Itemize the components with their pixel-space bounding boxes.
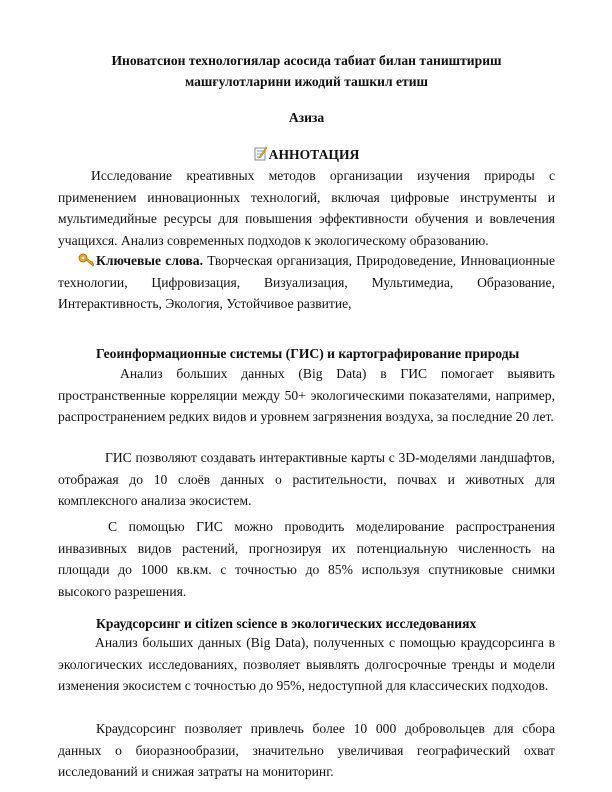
section1-paragraph-2: ГИС позволяют создавать интерактивные карты с 3D-моделями ландшафтов, отображая до 10 слоёв данных о растительности, почвах и животных для комплексного анализа экосистем. bbox=[58, 450, 555, 508]
keywords-paragraph bbox=[58, 250, 555, 315]
keywords-label: Ключевые слова. bbox=[96, 253, 203, 268]
section2-heading: Краудсорсинг и citizen science в экологических исследованиях bbox=[96, 616, 477, 631]
section2-paragraph-1: Анализ больших данных (Big Data), полученных с помощью краудсорсинга в экологических исследованиях, позволяет выявлять долгосрочные тренды и модели изменения экосистем с точностью до 95%, недоступной для классических подходов. bbox=[58, 635, 555, 693]
document-title: Иноватсион технологиялар асосида табиат билан таништириш машғулотларини ижодий ташкил етиш bbox=[111, 53, 502, 89]
annotation-text: Исследование креативных методов организации изучения природы с применением инновационных технологий, включая цифровые инструменты и мультимедийные ресурсы для повышения эффективности обучения и вовлечения учащихся. Анализ современных подходов к экологическому образованию. bbox=[58, 168, 555, 248]
section2-paragraph-2: Краудсорсинг позволяет привлечь более 10 000 добровольцев для сбора данных о биоразнообразии, значительно увеличивая географический охват исследований и снижая затраты на мониторинг. bbox=[58, 721, 555, 779]
annotation-heading-row bbox=[58, 145, 555, 165]
key-icon bbox=[78, 252, 95, 267]
annotation-heading: АННОТАЦИЯ bbox=[268, 147, 360, 162]
section1-paragraph-1: Анализ больших данных (Big Data) в ГИС помогает выявить пространственные корреляции между 50+ экологическими показателями, например, распространением редких видов и уровнем загрязнения воздуха, за последние 20 лет. bbox=[58, 366, 555, 424]
section1-paragraph-3: С помощью ГИС можно проводить моделирование распространения инвазивных видов растений, прогнозируя их потенциальную численность на площади до 1000 кв.км. с точностью до 85% используя спутниковые снимки высокого разрешения. bbox=[58, 519, 555, 599]
author-name: Азиза bbox=[288, 110, 325, 125]
memo-icon bbox=[254, 146, 267, 161]
section1-heading: Геоинформационные системы (ГИС) и картографирование природы bbox=[96, 346, 520, 361]
keywords-text: Творческая организация, Природоведение, Инновационные технологии, Цифровизация, Визуализация, Мультимедиа, Образование, Интерактивность, Экология, Устойчивое развитие, bbox=[58, 253, 555, 311]
